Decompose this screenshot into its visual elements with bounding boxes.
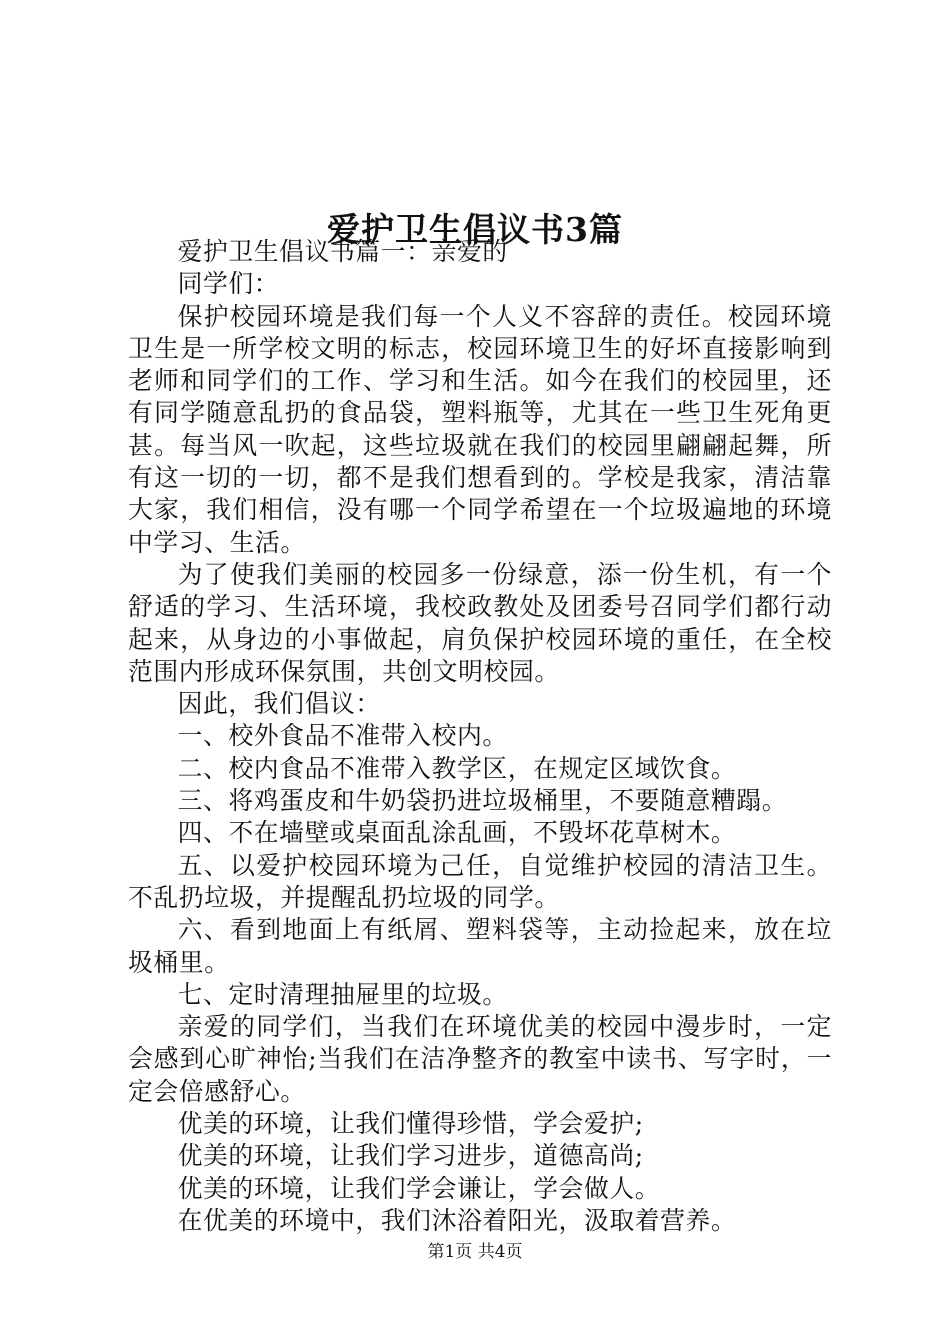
- paragraph: 二、校内食品不准带入教学区，在规定区域饮食。: [177, 753, 737, 783]
- document-title: 爱护卫生倡议书3篇: [327, 210, 623, 250]
- paragraph: 在优美的环境中，我们沐浴着阳光，汲取着营养。: [177, 1205, 737, 1235]
- paragraph: 四、不在墙壁或桌面乱涂乱画，不毁坏花草树木。: [177, 818, 737, 848]
- page-number-footer: 第1页 共4页: [427, 1242, 523, 1262]
- paragraph: 爱护卫生倡议书篇一：亲爱的: [177, 237, 508, 266]
- paragraph: 优美的环境，让我们懂得珍惜，学会爱护;: [177, 1109, 644, 1139]
- paragraph: 保护校园环境是我们每一个人义不容辞的责任。校园环境卫生是一所学校文明的标志，校园环境卫生的好坏直接影响到老师和同学们的工作、学习和生活。如今在我们的校园里，还有同学随意乱扔的食品袋，塑料瓶等，尤其在一些卫生死角更甚。每当风一吹起，这些垃圾就在我们的校园里翩翩起舞，所有这一切的一切，都不是我们想看到的。学校是我家，清洁靠大家，我们相信，没有哪一个同学希望在一个垃圾遍地的环境中学习、生活。: [128, 301, 832, 557]
- paragraph: 六、看到地面上有纸屑、塑料袋等，主动捡起来，放在垃圾桶里。: [128, 915, 832, 977]
- paragraph: 三、将鸡蛋皮和牛奶袋扔进垃圾桶里，不要随意糟蹋。: [177, 786, 788, 816]
- paragraph: 七、定时清理抽屉里的垃圾。: [177, 979, 508, 1009]
- paragraph: 为了使我们美丽的校园多一份绿意，添一份生机，有一个舒适的学习、生活环境，我校政教处及团委号召同学们都行动起来，从身边的小事做起，肩负保护校园环境的重任，在全校范围内形成环保氛围，共创文明校园。: [128, 559, 832, 686]
- paragraph: 五、以爱护校园环境为己任，自觉维护校园的清洁卫生。不乱扔垃圾，并提醒乱扔垃圾的同学。: [128, 850, 832, 912]
- paragraph: 一、校外食品不准带入校内。: [177, 721, 508, 751]
- paragraph: 优美的环境，让我们学会谦让，学会做人。: [177, 1173, 661, 1203]
- paragraph: 优美的环境，让我们学习进步，道德高尚;: [177, 1141, 644, 1171]
- paragraph: 因此，我们倡议：: [177, 689, 381, 719]
- paragraph: 同学们：: [177, 269, 280, 299]
- paragraph: 亲爱的同学们，当我们在环境优美的校园中漫步时，一定会感到心旷神怡;当我们在洁净整齐的教室中读书、写字时，一定会倍感舒心。: [128, 1012, 832, 1106]
- document-body: [128, 236, 832, 1237]
